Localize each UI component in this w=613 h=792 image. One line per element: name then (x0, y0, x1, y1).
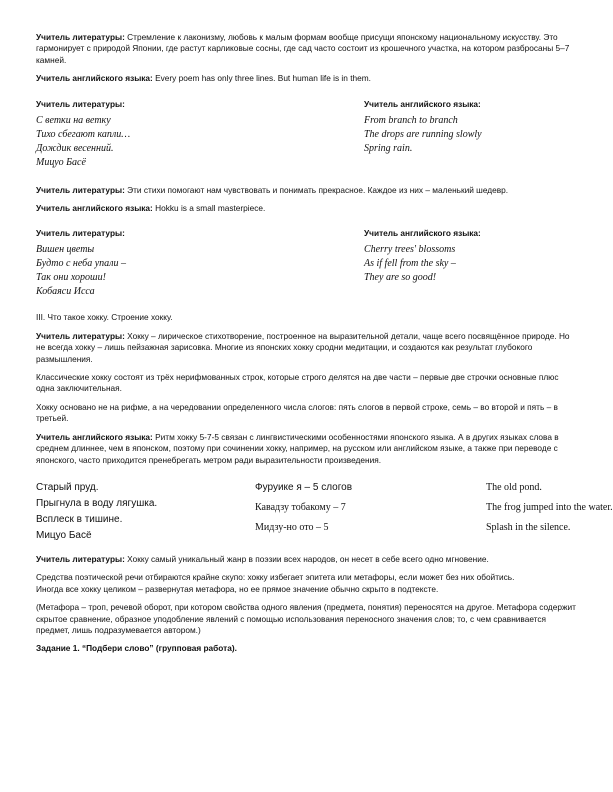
task-heading: Задание 1. “Подбери слово” (групповая работа). (36, 643, 237, 654)
paragraph-11: Иногда все хокку целиком – развернутая метафора, но ее прямое значение обычно скрыто в подтексте. (36, 583, 439, 594)
document-page (36, 32, 613, 655)
poem-2 (36, 228, 576, 298)
poem-line: Тихо сбегают капли… (36, 128, 131, 140)
paragraph-2 (36, 73, 576, 84)
poem-2-russian (36, 228, 126, 299)
speaker-label: Учитель литературы: (36, 553, 125, 564)
paragraph-text: Every poem has only three lines. But human life is in them. (152, 73, 371, 84)
paragraph-text: Хокку самый уникальный жанр в поэзии всех народов, он несет в себе всего одно мгновение. (124, 553, 489, 564)
hokku-japanese-column (255, 480, 352, 536)
speaker-label: Учитель английского языка: (364, 98, 481, 109)
paragraph-text: Hokku is a small masterpiece. (152, 203, 266, 214)
poem-author: Мицуо Басё (36, 156, 86, 168)
table-cell: Фуруике я – 5 слогов (255, 481, 353, 493)
paragraph-12: (Метафора – троп, речевой оборот, при котором свойства одного явления (предмета, понятия) переносятся на другое. Метафора содержит скрытое сравнение, образное уподобление явлений с помощью использования переносного значения слов; то, с чем сравнивается предмет, лишь подразумевается автором.) (36, 602, 576, 635)
poem-2-english (364, 228, 481, 285)
speaker-label: Учитель литературы: (36, 228, 125, 239)
poem-1 (36, 99, 576, 169)
paragraph-5 (36, 331, 576, 365)
table-cell: The frog jumped into the water. (486, 501, 613, 513)
poem-line: The drops are running slowly (364, 128, 482, 140)
speaker-label: Учитель английского языка: (36, 73, 153, 84)
speaker-label: Учитель литературы: (36, 98, 125, 109)
paragraph-7: Хокку основано не на рифме, а на чередовании определенного числа слогов: пять слогов в первой строке, семь – во второй и пять – в третьей. (36, 401, 558, 424)
poem-line: С ветки на ветку (36, 114, 111, 126)
poem-line: Вишен цветы (36, 244, 95, 256)
table-cell: Кавадзу тобакому – 7 (255, 501, 346, 513)
poem-line: They are so good! (364, 272, 437, 284)
poem-1-russian (36, 99, 130, 170)
poem-line: Дождик весенний. (36, 142, 114, 154)
poem-line: As if fell from the sky – (364, 258, 456, 270)
hokku-comparison-table (36, 480, 613, 550)
paragraph-4 (36, 203, 576, 214)
paragraph-text: Эти стихи помогают нам чувствовать и понимать прекрасное. Каждое из них – маленький шедевр. (124, 184, 509, 195)
paragraph-text: Стремление к лаконизму, любовь к малым формам вообще присущи японскому национальному искусству. Это гармонирует с природой Японии, где растут карликовые сосны, где сад часто состоит из крошечного участка, на котором разбросаны 5–7 камней. (36, 32, 570, 65)
speaker-label: Учитель литературы: (36, 32, 125, 42)
speaker-label: Учитель литературы: (36, 330, 125, 341)
paragraph-10: Средства поэтической речи отбираются крайне скупо: хокку избегает эпитета или метафоры, если может без них обойтись. (36, 572, 515, 583)
paragraph-3 (36, 185, 576, 196)
paragraph-1 (36, 32, 576, 66)
table-cell: Мидзу-но ото – 5 (255, 521, 329, 533)
speaker-label: Учитель английского языка: (36, 203, 153, 214)
speaker-label: Учитель литературы: (36, 184, 125, 195)
table-cell: The old pond. (486, 481, 542, 493)
poem-line: Spring rain. (364, 142, 413, 154)
table-cell: Прыгнула в воду лягушка. (36, 497, 158, 509)
poem-1-english (364, 99, 482, 156)
section-heading: III. Что такое хокку. Строение хокку. (36, 312, 173, 323)
paragraph-8 (36, 432, 576, 466)
poem-line: Так они хороши! (36, 272, 106, 284)
poem-author: Кобаяси Исса (36, 286, 95, 298)
paragraph-text: Ритм хокку 5-7-5 связан с лингвистическими особенностями японского языка. А в других языках слова в среднем длиннее, чем в японском, поэтому при сочинении хокку, например, на русском или английском языке, а также при переводе с японского, часто приходится пренебрегать метром ради выразительности произведения. (36, 431, 559, 465)
paragraph-text: Хокку – лирическое стихотворение, построенное на выразительной детали, чаще всего посвящённое природе. Но не всегда хокку – лишь пейзажная зарисовка. Многие из японских хокку сродни медитации, и создаются как результат глубокого размышления. (36, 330, 570, 364)
speaker-label: Учитель английского языка: (364, 228, 481, 239)
table-cell: Мицуо Басё (36, 529, 92, 541)
poem-line: Cherry trees' blossoms (364, 244, 456, 256)
table-cell: Splash in the silence. (486, 521, 571, 533)
poem-line: From branch to branch (364, 114, 458, 126)
poem-line: Будто с неба упали – (36, 258, 126, 270)
hokku-russian-column (36, 480, 157, 544)
table-cell: Старый пруд. (36, 481, 99, 493)
paragraph-6: Классические хокку состоят из трёх нерифмованных строк, которые строго делятся на две части – первые две строчки основные плюс одна заключительная. (36, 372, 559, 394)
speaker-label: Учитель английского языка: (36, 431, 153, 442)
paragraph-9 (36, 554, 576, 565)
hokku-english-column (486, 480, 613, 536)
table-cell: Всплеск в тишине. (36, 513, 123, 525)
